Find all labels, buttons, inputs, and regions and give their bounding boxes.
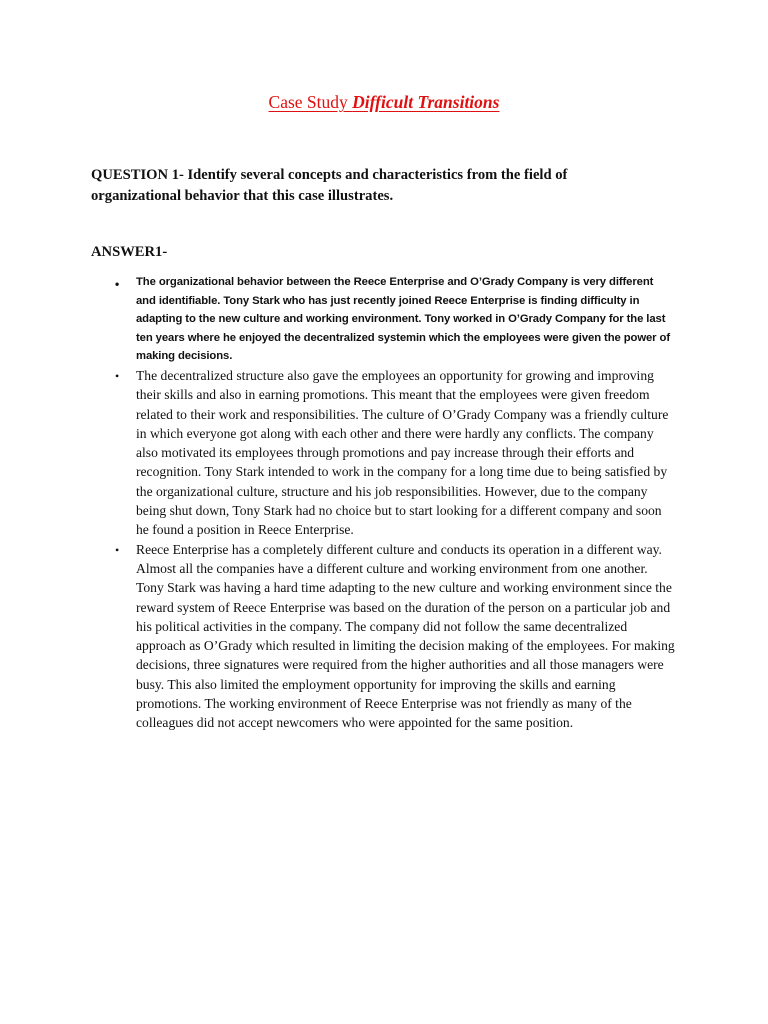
answer-bullet-list	[0, 273, 768, 733]
title-plain: Case Study	[268, 92, 353, 112]
list-item	[0, 273, 676, 366]
answer-heading: ANSWER1-	[91, 244, 168, 260]
list-item-text: The decentralized structure also gave the employees an opportunity for growing and improving their skills and also in earning promotions. This meant that the employees were given freedom related to their work and responsibilities. The culture of O’Grady Company was a friendly culture in which everyone got along with each other and there were hardly any conflicts. The company also motivated its employees through promotions and pay increase through their efforts and recognition. Tony Stark intended to work in the company for a long time due to being satisfied by the organizational culture, structure and his job responsibilities. However, due to the company being shut down, Tony Stark had no choice but to start looking for a different company and soon he found a position in Reece Enterprise.	[136, 367, 669, 538]
bullet-icon: •	[115, 368, 120, 383]
list-item-text: Reece Enterprise has a completely different culture and conducts its operation in a different way. Almost all the companies have a different culture and working environment from one another. Tony Stark was having a hard time adapting to the new culture and working environment since the reward system of Reece Enterprise was based on the duration of the person on a particular job and his political activities in the company. The company did not follow the same decentralized approach as O’Grady which resulted in limiting the decision making of the employees. For making decisions, three signatures were required from the higher authorities and all those managers were busy. This also limited the employment opportunity for improving the skills and earning promotions. The working environment of Reece Enterprise was not friendly as many of the colleagues did not accept newcomers who were appointed for the same position.	[136, 541, 675, 731]
page-title	[0, 92, 768, 113]
list-item	[0, 366, 676, 540]
question-text: QUESTION 1- Identify several concepts and characteristics from the field of organizational behavior that this case illustrates.	[91, 167, 568, 204]
title-italic: Difficult Transitions	[352, 92, 500, 112]
list-item-text: The organizational behavior between the Reece Enterprise and O’Grady Company is very different and identifiable. Tony Stark who has just recently joined Reece Enterprise is finding difficulty in adapting to the new culture and working environment. Tony worked in O’Grady Company for the last ten years where he enjoyed the decentralized systemin which the employees were given the power of making decisions.	[136, 276, 670, 363]
bullet-icon: •	[115, 542, 120, 557]
bullet-icon: •	[115, 277, 120, 291]
list-item	[0, 540, 676, 733]
